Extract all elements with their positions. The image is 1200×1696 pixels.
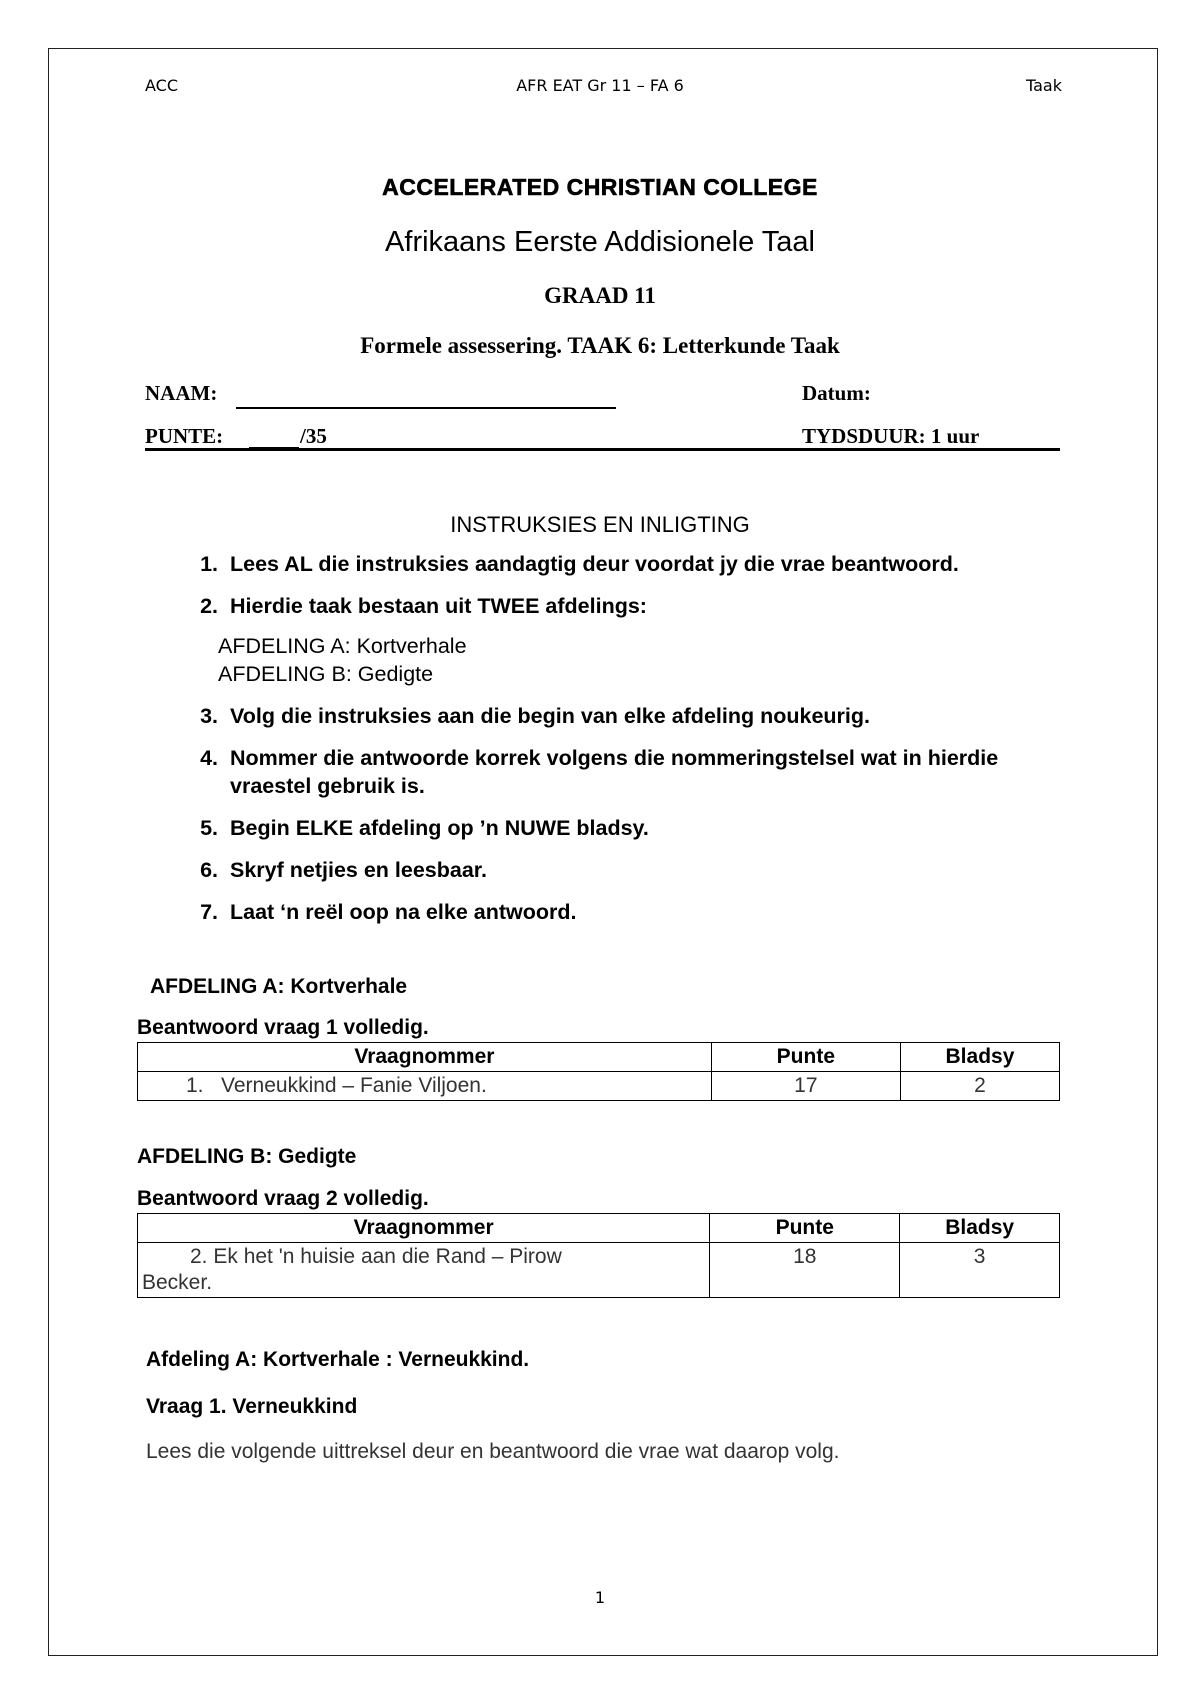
- item-text: Nommer die antwoorde korrek volgens die nommeringstelsel wat in hierdie vraestel gebruik is.: [230, 746, 999, 798]
- column-header-marks: Punte: [710, 1214, 900, 1243]
- instructions-title: INSTRUKSIES EN INLIGTING: [450, 512, 750, 537]
- section-sublist: [218, 632, 1070, 688]
- table-header-row: [138, 1043, 1060, 1072]
- list-item: [150, 856, 1070, 884]
- table-row: [138, 1072, 1060, 1101]
- marks-cell: 17: [711, 1072, 900, 1101]
- page-number: 1: [594, 1588, 606, 1607]
- name-label: NAAM:: [145, 381, 218, 405]
- item-text: Lees AL die instruksies aandagtig deur voordat jy die vrae beantwoord.: [230, 552, 959, 576]
- column-header-page: Bladsy: [900, 1043, 1059, 1072]
- table-header-row: [138, 1214, 1060, 1243]
- subject-title: Afrikaans Eerste Addisionele Taal: [385, 226, 815, 258]
- date-label: Datum:: [802, 381, 871, 405]
- list-item: [150, 744, 1070, 800]
- question-cell: [138, 1243, 710, 1298]
- header-left: ACC: [145, 76, 179, 95]
- header-center: AFR EAT Gr 11 – FA 6: [516, 76, 684, 95]
- section-b-heading: AFDELING B: Gedigte: [137, 1145, 357, 1168]
- section-a-table: [137, 1042, 1060, 1101]
- item-number: 4.: [200, 746, 218, 770]
- item-text: Begin ELKE afdeling op ’n NUWE bladsy.: [230, 816, 649, 840]
- item-number: 6.: [200, 858, 218, 882]
- section-b-instruction: Beantwoord vraag 2 volledig.: [137, 1187, 429, 1210]
- column-header-question: Vraagnommer: [138, 1043, 712, 1072]
- header-right: Taak: [1026, 76, 1062, 95]
- question-line-1: 2. Ek het 'n huisie aan die Rand – Pirow: [190, 1245, 562, 1268]
- list-item: [150, 592, 1070, 620]
- item-number: 5.: [200, 816, 218, 840]
- section-b-table: [137, 1213, 1060, 1298]
- list-item: [150, 550, 1070, 578]
- list-item: [150, 814, 1070, 842]
- item-number: 2.: [200, 594, 218, 618]
- header-divider: [145, 448, 1060, 451]
- page-cell: 2: [900, 1072, 1059, 1101]
- question-section-title: Afdeling A: Kortverhale : Verneukkind.: [146, 1348, 530, 1371]
- section-a-instruction: Beantwoord vraag 1 volledig.: [137, 1016, 429, 1039]
- item-text: Skryf netjies en leesbaar.: [230, 858, 487, 882]
- duration: TYDSDUUR: 1 uur: [802, 424, 980, 448]
- column-header-question: Vraagnommer: [138, 1214, 710, 1243]
- sublist-item: AFDELING B: Gedigte: [218, 662, 434, 686]
- column-header-page: Bladsy: [900, 1214, 1060, 1243]
- question-cell: 1. Verneukkind – Fanie Viljoen.: [138, 1072, 712, 1101]
- list-item: [150, 898, 1070, 926]
- item-text: Laat ‘n reël oop na elke antwoord.: [230, 900, 577, 924]
- item-number: 3.: [200, 704, 218, 728]
- item-text: Volg die instruksies aan die begin van elke afdeling noukeurig.: [230, 704, 870, 728]
- task-title: Formele assessering. TAAK 6: Letterkunde Taak: [360, 333, 840, 358]
- list-item: [150, 702, 1070, 730]
- question-title: Vraag 1. Verneukkind: [146, 1395, 358, 1418]
- item-number: 7.: [200, 900, 218, 924]
- marks-cell: 18: [710, 1243, 900, 1298]
- item-text: Hierdie taak bestaan uit TWEE afdelings:: [230, 594, 647, 618]
- table-row: [138, 1243, 1060, 1298]
- section-a-heading: AFDELING A: Kortverhale: [150, 975, 408, 998]
- instructions-list: [150, 550, 1070, 940]
- marks-label: PUNTE:: [145, 424, 224, 448]
- grade-title: GRAAD 11: [544, 283, 656, 308]
- question-text: Lees die volgende uittreksel deur en beantwoord die vrae wat daarop volg.: [146, 1440, 840, 1463]
- item-number: 1.: [200, 552, 218, 576]
- college-name: ACCELERATED CHRISTIAN COLLEGE: [382, 174, 818, 200]
- sublist-item: AFDELING A: Kortverhale: [218, 634, 467, 658]
- question-line-2: Becker.: [142, 1271, 213, 1294]
- page-cell: 3: [900, 1243, 1060, 1298]
- marks-total: /35: [300, 424, 327, 448]
- name-field-line[interactable]: [236, 407, 616, 409]
- column-header-marks: Punte: [711, 1043, 900, 1072]
